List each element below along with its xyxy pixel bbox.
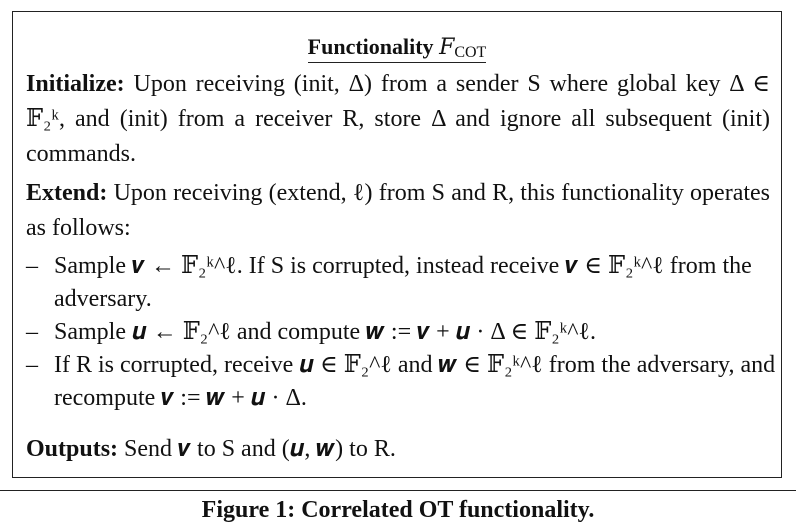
initialize-paragraph: Initialize: Upon receiving (init, Δ) from a sender S where global key Δ ∈ 𝔽₂ᵏ, and (init) from a receiver R, store Δ and ignore all subsequent (init) commands. xyxy=(26,71,770,167)
figure-caption: Figure 1: Correlated OT functionality. xyxy=(201,497,595,523)
functionality-title: Functionality FCOT xyxy=(307,34,487,61)
list-item: – If R is corrupted, receive 𝒖 ∈ 𝔽₂^ℓ and 𝒘 ∈ 𝔽₂ᵏ^ℓ from the adversary, and recompute 𝒗 := 𝒘 + 𝒖 · Δ. xyxy=(26,352,776,411)
list-item: – Sample 𝒖 ← 𝔽₂^ℓ and compute 𝒘 := 𝒗 + 𝒖 · Δ ∈ 𝔽₂ᵏ^ℓ. xyxy=(26,319,596,345)
caption-divider xyxy=(0,490,796,491)
extend-paragraph: Extend: Upon receiving (extend, ℓ) from S and R, this functionality operates as follows: xyxy=(26,180,771,241)
extend-steps-list xyxy=(26,250,776,415)
outputs-paragraph: Outputs: Send 𝒗 to S and (𝒖, 𝒘) to R. xyxy=(26,436,396,462)
list-item: – Sample 𝒗 ← 𝔽₂ᵏ^ℓ. If S is corrupted, instead receive 𝒗 ∈ 𝔽₂ᵏ^ℓ from the adversary. xyxy=(26,253,752,312)
